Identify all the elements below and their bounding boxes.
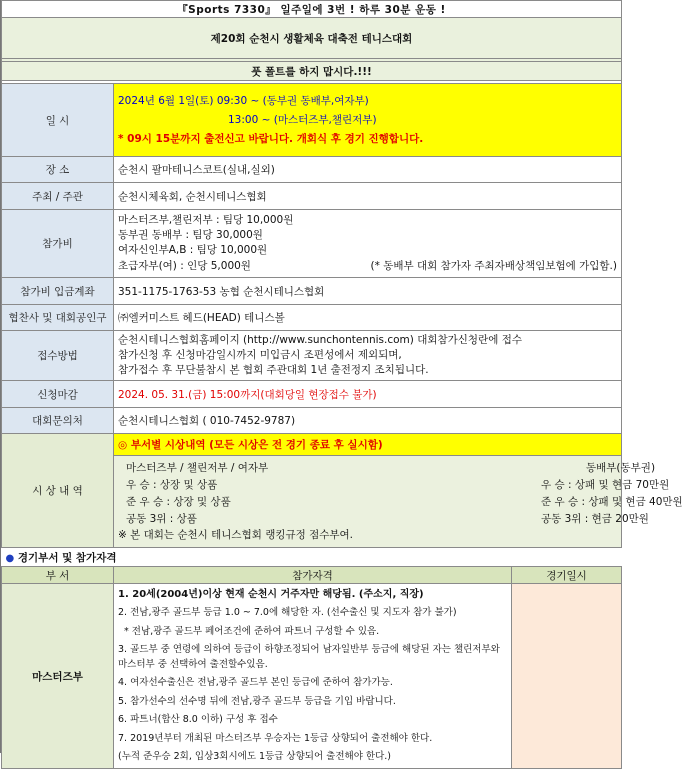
apply-label: 접수방법: [2, 331, 114, 381]
prize-left-title: 마스터즈부 / 챌린저부 / 여자부: [126, 462, 269, 474]
col-head-time: 경기일시: [512, 567, 622, 584]
master-item-6: 5. 참가선수의 선수명 뒤에 전남,광주 골드부 등급을 기입 바랍니다.: [118, 695, 396, 707]
row-host: [2, 183, 622, 210]
prize-label: 시 상 내 역: [2, 434, 114, 548]
schedule-value: [114, 84, 622, 157]
fee-line-3: 여자신인부A,B : 팀당 10,000원: [118, 244, 268, 256]
master-label: 마스터즈부: [2, 584, 114, 769]
master-item-7: 6. 파트너(합산 8.0 이하) 구성 후 접수: [118, 714, 278, 725]
sponsor-label: 협찬사 및 대회공인구: [2, 305, 114, 331]
schedule-line-3: * 09시 15분까지 출전신고 바랍니다. 개회식 후 경기 진행합니다.: [118, 132, 424, 145]
row-section-head: [2, 548, 622, 567]
row-account: [2, 278, 622, 305]
apply-value: [114, 331, 622, 381]
prize-right-3: 공동 3위 : 현금 20만원: [541, 513, 649, 525]
contact-value: 순천시테니스협회 ( 010-7452-9787): [114, 408, 622, 434]
fee-line-4-text: 초급자부(여) : 인당 5,000원: [118, 260, 251, 272]
master-item-8: 7. 2019년부터 개최된 마스터즈부 우승자는 1등급 상향되어 출전해야 한다.: [118, 732, 433, 744]
fee-remark: (* 동배부 대회 참가자 주최자배상책임보험에 가입함.): [370, 260, 617, 272]
prize-right-1: 우 승 : 상패 및 현금 70만원: [541, 479, 670, 491]
row-venue: [2, 157, 622, 183]
master-items: [114, 584, 512, 769]
row-col-heads: [2, 567, 622, 584]
master-item-4: 3. 골드부 중 연령에 의하여 등급이 하향조정되어 남자일반부 등급에 해당된 자는 챌린저부와 마스터부 중 선택하여 출전할수있음.: [118, 644, 500, 670]
fee-line-1: 마스터즈부,챌린저부 : 팀당 10,000원: [118, 214, 294, 226]
prize-left-3: 공동 3위 : 상품: [126, 513, 197, 525]
master-item-1: 1. 20세(2004년)이상 현재 순천시 거주자만 해당됨. (주소지, 직장): [118, 588, 424, 600]
master-item-5: 4. 여자선수출신은 전남,광주 골드부 본인 등급에 준하여 참가가능.: [118, 677, 393, 688]
host-label: 주최 / 주관: [2, 183, 114, 210]
col-head-dept: 부 서: [2, 567, 114, 584]
slogan: 『Sports 7330』 일주일에 3번 ! 하루 30분 운동 !: [2, 1, 622, 18]
prize-left-1: 우 승 : 상장 및 상품: [126, 479, 218, 491]
prize-right-title: 동배부(동부권): [586, 462, 656, 474]
prize-body: [114, 456, 683, 548]
row-prize-head: [2, 434, 622, 456]
fee-line-2: 동부권 동배부 : 팀당 30,000원: [118, 229, 263, 241]
venue-value: 순천시 팔마테니스코트(실내,실외): [114, 157, 622, 183]
row-fee: [2, 210, 622, 278]
fee-value: [114, 210, 622, 278]
deadline-label: 신청마감: [2, 381, 114, 408]
deadline-value: 2024. 05. 31.(금) 15:00까지(대회당일 현장접수 불가): [114, 381, 622, 408]
fee-line-4: [118, 258, 617, 274]
foot-fault-note: 풋 폴트를 하지 맙시다.!!!: [2, 62, 622, 81]
row-contact: [2, 408, 622, 434]
master-item-9: (누적 준우승 2회, 입상3회시에도 1등급 상향되어 출전해야 한다.): [118, 751, 391, 762]
page-title: 제20회 순천시 생활체육 대축전 테니스대회: [2, 18, 622, 59]
sponsor-value: ㈜엘커미스트 헤드(HEAD) 테니스볼: [114, 305, 622, 331]
fee-label: 참가비: [2, 210, 114, 278]
section-title: 경기부서 및 참가자격: [17, 551, 117, 564]
row-sponsor: [2, 305, 622, 331]
account-value: 351-1175-1763-53 농협 순천시테니스협회: [114, 278, 622, 305]
prize-headline: ◎ 부서별 시상내역 (모든 시상은 전 경기 종료 후 실시함): [114, 434, 622, 456]
contact-label: 대회문의처: [2, 408, 114, 434]
schedule-line-2: 13:00 ~ (마스터즈부,챌린저부): [228, 113, 377, 126]
prize-left-2: 준 우 승 : 상장 및 상품: [126, 496, 231, 508]
row-apply: [2, 331, 622, 381]
master-item-2: 2. 전남,광주 골드부 등급 1.0 ~ 7.0에 해당한 자. (선수출신 및 지도자 참가 불가): [118, 607, 457, 618]
prize-right-2: 준 우 승 : 상패 및 현금 40만원: [541, 496, 683, 508]
row-master: [2, 584, 622, 769]
host-value: 순천시체육회, 순천시테니스협회: [114, 183, 622, 210]
prize-grid: [126, 460, 683, 528]
col-head-qual: 참가자격: [114, 567, 512, 584]
venue-label: 장 소: [2, 157, 114, 183]
apply-line-1: 순천시테니스협회홈페이지 (http://www.sunchontennis.com) 대회참가신청란에 접수: [118, 334, 522, 346]
schedule-label: 일 시: [2, 84, 114, 157]
apply-line-2: 참가신청 후 신청마감일시까지 미입금시 조편성에서 제외되며,: [118, 349, 402, 361]
schedule-line-1: 2024년 6월 1일(토) 09:30 ~ (동부권 동배부,여자부): [118, 94, 369, 107]
account-label: 참가비 입금계좌: [2, 278, 114, 305]
tournament-table: [1, 0, 683, 769]
row-deadline: [2, 381, 622, 408]
apply-line-3: 참가접수 후 무단불참시 본 협회 주관대회 1년 출전정지 조치됩니다.: [118, 364, 429, 376]
bullet-icon: ●: [5, 552, 15, 564]
master-item-3: * 전남,광주 골드부 페어조건에 준하여 파트너 구성할 수 있음.: [124, 625, 380, 637]
master-time: [512, 584, 622, 769]
prize-footnote: ※ 본 대회는 순천시 테니스협회 랭킹규정 점수부여.: [118, 529, 354, 541]
row-schedule: [2, 84, 622, 157]
